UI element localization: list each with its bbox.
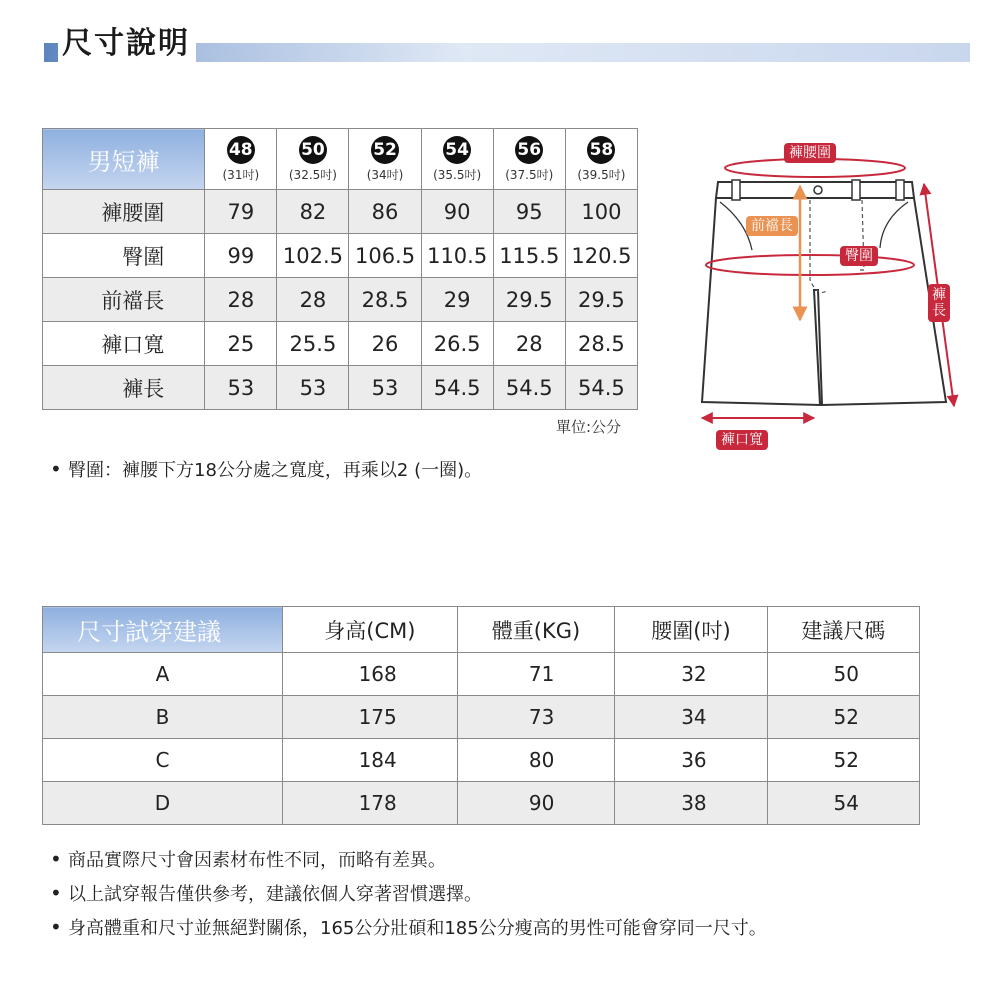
- table-cell: 28.5: [349, 278, 421, 322]
- row-label: A: [43, 653, 283, 696]
- table-row: [43, 278, 638, 322]
- table-row: [43, 190, 638, 234]
- hip-note: [50, 456, 482, 482]
- size-inch: (39.5吋): [577, 167, 626, 182]
- size-badge: 50: [299, 136, 327, 164]
- size-col-56: [493, 129, 565, 190]
- table-cell: 36: [615, 739, 767, 782]
- table-cell: 80: [457, 739, 615, 782]
- size-badge: 58: [587, 136, 615, 164]
- table-cell: 168: [283, 653, 458, 696]
- hip-note-text: 臀圍：褲腰下方18公分處之寬度，再乘以2 (一圈)。: [68, 460, 483, 481]
- table-cell: 82: [277, 190, 349, 234]
- note-item: [50, 880, 482, 906]
- table-row: [43, 739, 920, 782]
- row-label: 前襠長: [43, 278, 205, 322]
- size-col-50: [277, 129, 349, 190]
- fit-header-height: 身高(CM): [283, 607, 458, 653]
- size-inch: (35.5吋): [433, 167, 482, 182]
- note-text: 身高體重和尺寸並無絕對關係，165公分壯碩和185公分瘦高的男性可能會穿同一尺寸。: [68, 918, 767, 939]
- size-inch: (31吋): [222, 167, 260, 182]
- fit-table-corner: 尺寸試穿建議: [43, 607, 283, 653]
- size-badge: 54: [443, 136, 471, 164]
- table-row: [43, 234, 638, 278]
- table-cell: 54.5: [565, 366, 637, 410]
- note-item: [50, 846, 446, 872]
- table-cell: 99: [205, 234, 277, 278]
- fit-header-weight: 體重(KG): [457, 607, 615, 653]
- table-cell: 28.5: [565, 322, 637, 366]
- size-table-corner: 男短褲: [43, 129, 205, 190]
- table-cell: 28: [277, 278, 349, 322]
- table-cell: 110.5: [421, 234, 493, 278]
- row-label: 褲口寬: [43, 322, 205, 366]
- note-text: 商品實際尺寸會因素材布性不同，而略有差異。: [68, 850, 446, 871]
- size-badge: 56: [515, 136, 543, 164]
- table-cell: 54.5: [493, 366, 565, 410]
- note-item: [50, 914, 767, 940]
- table-cell: 90: [421, 190, 493, 234]
- table-cell: 38: [615, 782, 767, 825]
- table-cell: 100: [565, 190, 637, 234]
- label-length: 褲長: [928, 284, 950, 322]
- table-cell: 115.5: [493, 234, 565, 278]
- table-cell: 26: [349, 322, 421, 366]
- shorts-diagram: [690, 140, 970, 460]
- table-row: [43, 653, 920, 696]
- row-label: 褲長: [43, 366, 205, 410]
- table-cell: 71: [457, 653, 615, 696]
- table-cell: 53: [277, 366, 349, 410]
- label-hem: 褲口寬: [716, 430, 768, 450]
- fit-header-waist: 腰圍(吋): [615, 607, 767, 653]
- row-label: 臀圍: [43, 234, 205, 278]
- fit-table: [42, 606, 920, 825]
- table-cell: 73: [457, 696, 615, 739]
- label-front-rise: 前襠長: [746, 216, 798, 236]
- size-inch: (34吋): [366, 167, 404, 182]
- table-cell: 120.5: [565, 234, 637, 278]
- table-cell: 52: [767, 739, 919, 782]
- table-cell: 53: [349, 366, 421, 410]
- size-inch: (32.5吋): [288, 167, 337, 182]
- table-cell: 102.5: [277, 234, 349, 278]
- section-header: [44, 28, 970, 64]
- size-col-52: [349, 129, 421, 190]
- table-cell: 175: [283, 696, 458, 739]
- label-hip: 臀圍: [840, 246, 878, 266]
- table-cell: 95: [493, 190, 565, 234]
- table-row: [43, 782, 920, 825]
- page-title: 尺寸說明: [58, 26, 196, 62]
- row-label: B: [43, 696, 283, 739]
- table-cell: 54.5: [421, 366, 493, 410]
- table-cell: 178: [283, 782, 458, 825]
- size-col-58: [565, 129, 637, 190]
- table-row: [43, 322, 638, 366]
- size-col-48: [205, 129, 277, 190]
- row-label: C: [43, 739, 283, 782]
- table-cell: 25.5: [277, 322, 349, 366]
- table-cell: 26.5: [421, 322, 493, 366]
- fit-header-size: 建議尺碼: [767, 607, 919, 653]
- table-cell: 106.5: [349, 234, 421, 278]
- size-table: [42, 128, 638, 410]
- row-label: D: [43, 782, 283, 825]
- size-table-header-row: [43, 129, 638, 190]
- table-row: [43, 366, 638, 410]
- fit-table-header-row: [43, 607, 920, 653]
- table-cell: 86: [349, 190, 421, 234]
- table-cell: 90: [457, 782, 615, 825]
- table-cell: 25: [205, 322, 277, 366]
- note-text: 以上試穿報告僅供參考，建議依個人穿著習慣選擇。: [68, 884, 482, 905]
- table-cell: 184: [283, 739, 458, 782]
- size-badge: 52: [371, 136, 399, 164]
- table-cell: 29: [421, 278, 493, 322]
- size-inch: (37.5吋): [505, 167, 554, 182]
- table-cell: 53: [205, 366, 277, 410]
- table-cell: 32: [615, 653, 767, 696]
- table-cell: 34: [615, 696, 767, 739]
- table-cell: 28: [493, 322, 565, 366]
- size-col-54: [421, 129, 493, 190]
- table-cell: 28: [205, 278, 277, 322]
- table-cell: 50: [767, 653, 919, 696]
- row-label: 褲腰圍: [43, 190, 205, 234]
- table-cell: 54: [767, 782, 919, 825]
- label-waist: 褲腰圍: [784, 143, 836, 163]
- table-cell: 79: [205, 190, 277, 234]
- unit-note: 單位:公分: [556, 418, 622, 436]
- table-cell: 52: [767, 696, 919, 739]
- size-badge: 48: [227, 136, 255, 164]
- table-row: [43, 696, 920, 739]
- table-cell: 29.5: [565, 278, 637, 322]
- table-cell: 29.5: [493, 278, 565, 322]
